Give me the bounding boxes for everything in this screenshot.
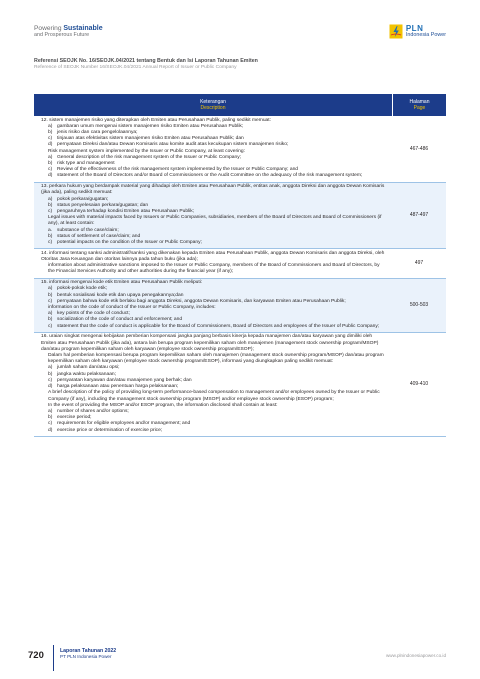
item-marker: a) [48, 286, 53, 292]
item-text: persyaratan karyawan dan/atau manajemen yang berhak; dan [57, 377, 192, 383]
item-text: gambaran umum mengenai sistem manajemen risiko Emiten atau Perusahaan Publik; [57, 123, 244, 129]
item-text: tinjauan atas efektivitas sistem manajemen risiko Emiten atau Perusahaan Publik; dan [57, 136, 244, 142]
item-text: status penyelesaian perkara/gugatan; dan [57, 202, 149, 208]
item-marker: c) [48, 323, 53, 329]
item-marker: b) [48, 233, 53, 239]
header-description-en: Description [200, 105, 226, 111]
item-text: status of settlement of case/claim; and [57, 233, 141, 239]
item-marker: c) [48, 298, 53, 304]
reference-table [34, 94, 446, 437]
item-text: Review of the effectiveness of the risk management system implemented by the Issuer or Public Company; and [57, 167, 299, 173]
english-intro: information on the code of conduct of the Issuer or Public Company, includes: [48, 305, 216, 311]
tagline-prefix: Powering [34, 25, 64, 32]
brand-sub: Indonesia Power [405, 31, 446, 38]
table-header [34, 94, 446, 116]
item-marker: a) [48, 123, 53, 129]
table-row [34, 116, 446, 183]
list-item-en [48, 173, 386, 179]
item-text: jumlah saham dan/atau opsi; [57, 365, 120, 371]
item-title: 16. uraian singkat mengenai kebijakan pemberian kompensasi jangka panjang berbasis kinerja kepada manajemen dan/atau karyawan yang dimiliki oleh Emiten atau Perusahaan Publik (jika ada), antara lain berupa program kepemilikan saham oleh manajemen (management stock ownership program/MSOP) dan/atau program kepemilikan saham oleh karyawan (employee stock ownership program/ESOP); [41, 334, 379, 352]
item-marker: b) [48, 317, 53, 323]
report-title: Laporan Tahunan 2022 [60, 648, 117, 654]
description-cell [34, 183, 392, 249]
english-intro: A brief description of the policy of providing long-term performance-based compensation to management and/or employees owned by the Issuer or Public Company (if any), including the management stock ownership program (MSOP) and/or employee stock ownership (ESOP) program; [48, 390, 380, 402]
item-marker: c) [48, 240, 53, 246]
page-number: 720 [28, 650, 44, 661]
item-marker: d) [48, 427, 53, 433]
item-text: statement that the code of conduct is applicable for the Board of Commissioners, Board of Directors and employees of the Issuer of Public Company; [57, 323, 380, 329]
item-text: pernyataan Direksi dan/atau Dewan Komisaris atau komite audit atas kecukupan sistem manajemen risiko; [57, 142, 289, 148]
company-name: PT PLN Indonesia Power [60, 654, 112, 659]
item-marker: b) [48, 415, 53, 421]
item-text: pengaruhnya terhadap kondisi Emiten atau Perusahaan Publik; [57, 209, 195, 215]
brand-name: PLN [405, 23, 424, 33]
item-text: General description of the risk management system of the Issuer or Public Company; [57, 154, 242, 160]
english-intro: Risk management system implemented by the Issuer or Public Company, at least covering: [48, 148, 245, 154]
item-marker: c) [48, 421, 53, 427]
item-title-continued: Dalam hal pemberian kompensasi berupa program kepemilikan saham oleh manajemen (management stock ownership program/MSOP) dan/atau program kepemilikan saham oleh karyawan (employee stock ownership program/ESOP), informasi yang diungkapkan paling sedikit memuat: [48, 353, 384, 365]
item-text: pokok perkara/gugatan; [57, 196, 109, 202]
table-row [34, 279, 446, 333]
item-text: requirements for eligible employees and/or management; and [57, 421, 191, 427]
item-marker: a) [48, 408, 53, 414]
item-text: substance of the case/claim; [57, 227, 119, 233]
item-title: 15. informasi mengenai kode etik Emiten atau Perusahaan Publik meliputi: [41, 280, 203, 286]
english-intro: Legal issues with material impacts faced by Issuers or Public Companies, subsidiaries, members of the Board of Directors and Board of Commissioners (if any), at least contain: [48, 215, 382, 227]
item-marker: c) [48, 377, 53, 383]
item-marker: a) [48, 365, 53, 371]
tagline-bold: Sustainable [63, 25, 103, 32]
item-marker: a) [48, 196, 53, 202]
item-marker: d) [48, 384, 53, 390]
item-text: potential impacts on the condition of the Issuer or Public Company; [57, 240, 202, 246]
item-marker: a) [48, 154, 53, 160]
description-cell [34, 279, 392, 332]
page-cell: 409-410 [409, 381, 429, 388]
page-header [0, 0, 480, 48]
reference-heading [34, 58, 446, 70]
list-item-en [48, 428, 386, 434]
item-text: exercise period; [57, 415, 92, 421]
list-item-id [48, 142, 386, 148]
item-text: socialization of the code of conduct and enforcement; and [57, 317, 183, 323]
english-intro: information about administrative sanctions imposed to the Issuer or Public Company, members of the Board of Commissioners and Board of Directors, by the Financial Services Authority and other authorities during the financial year (if any); [48, 263, 380, 275]
description-cell [34, 116, 392, 182]
item-text: pernyataan bahwa kode etik berlaku bagi anggota Direksi, anggota Dewan Komisaris, dan karyawan Emiten atau Perusahaan Publik; [57, 298, 346, 304]
list-item-en [48, 324, 386, 330]
header-page [393, 94, 446, 116]
item-marker: b) [48, 130, 53, 135]
item-title: 13. perkara hukum yang berdampak material yang dihadapi oleh Emiten atau Perusahaan Publik, entitas anak, anggota Direksi dan anggota Dewan Komisaris (jika ada), paling sedikit memuat: [41, 184, 385, 196]
item-text: number of shares and/or options; [57, 408, 129, 414]
item-text: harga pelaksanaan atau penentuan harga pelaksanaan; [57, 384, 179, 390]
page-cell: 497 [414, 260, 424, 267]
page-cell: 500-503 [409, 302, 429, 309]
page-cell: 467-486 [409, 145, 429, 152]
item-marker: d) [48, 173, 53, 179]
reference-subtitle: Reference of SEOJK Number 16/SEOJK.04/2021 Annual Report of Issuer or Public Company [34, 65, 237, 70]
page-cell: 487-497 [409, 212, 429, 219]
item-text: key points of the code of conduct; [57, 311, 130, 317]
website-link[interactable]: www.plnindonesiapower.co.id [385, 653, 446, 658]
item-text: jenis risiko dan cara pengelolaannya; [57, 130, 138, 135]
description-cell [34, 249, 392, 277]
item-marker: b) [48, 371, 53, 377]
item-marker: d) [48, 142, 53, 148]
item-marker: b) [48, 202, 53, 208]
item-marker: a) [48, 311, 53, 317]
item-title: 14. informasi tentang sanksi administratif/sanksi yang dikenakan kepada Emiten atau Perusahaan Publik, anggota Dewan Komisaris dan anggota Direksi, oleh Otoritas Jasa Keuangan dan otoritas lainnya pada tahun buku (jika ada); [41, 250, 385, 263]
item-text: pokok-pokok kode etik; [57, 286, 108, 292]
company-logo [389, 24, 446, 39]
list-item-en [48, 240, 386, 246]
header-description [34, 94, 392, 116]
item-text: exercise price or determination of exercise price; [57, 427, 163, 433]
header-page-en: Page [413, 105, 426, 111]
item-marker: b) [48, 161, 53, 167]
header-description-id: Keterangan [200, 98, 226, 105]
item-marker: c) [48, 167, 53, 173]
table-row [34, 249, 446, 278]
english-intro-continued: In the event of providing the MSOP and/or ESOP program, the information disclosed shall contain at least: [48, 402, 278, 408]
item-text: bentuk sosialisasi kode etik dan upaya penegakannya;dan [57, 292, 184, 298]
header-page-id: Halaman [409, 98, 430, 105]
item-marker: a. [48, 227, 53, 233]
tagline-line2: and Prosperous Future [34, 32, 90, 38]
item-marker: c) [48, 209, 53, 215]
lightning-logo-icon [389, 24, 403, 39]
description-cell [34, 333, 392, 436]
table-body [34, 116, 446, 437]
item-marker: c) [48, 136, 53, 142]
table-row [34, 183, 446, 250]
item-text: statement of the Board of Directors and/or Board of Commissioners or the Audit Committee on the adequacy of the risk management system; [57, 173, 363, 179]
item-title: 12. sistem manajemen risiko yang diterapkan oleh Emiten atau Perusahaan Publik, paling sedikit memuat: [41, 117, 271, 123]
item-text: jangka waktu pelaksanaan; [57, 371, 117, 377]
footer-divider [53, 645, 54, 671]
reference-title: Referensi SEOJK No. 16/SEOJK.04/2021 tentang Bentuk dan Isi Laporan Tahunan Emiten [34, 58, 258, 64]
item-marker: b) [48, 292, 53, 298]
tagline [34, 25, 103, 39]
page-footer [0, 640, 480, 679]
item-text: risk type and management [57, 161, 115, 167]
table-row [34, 333, 446, 437]
